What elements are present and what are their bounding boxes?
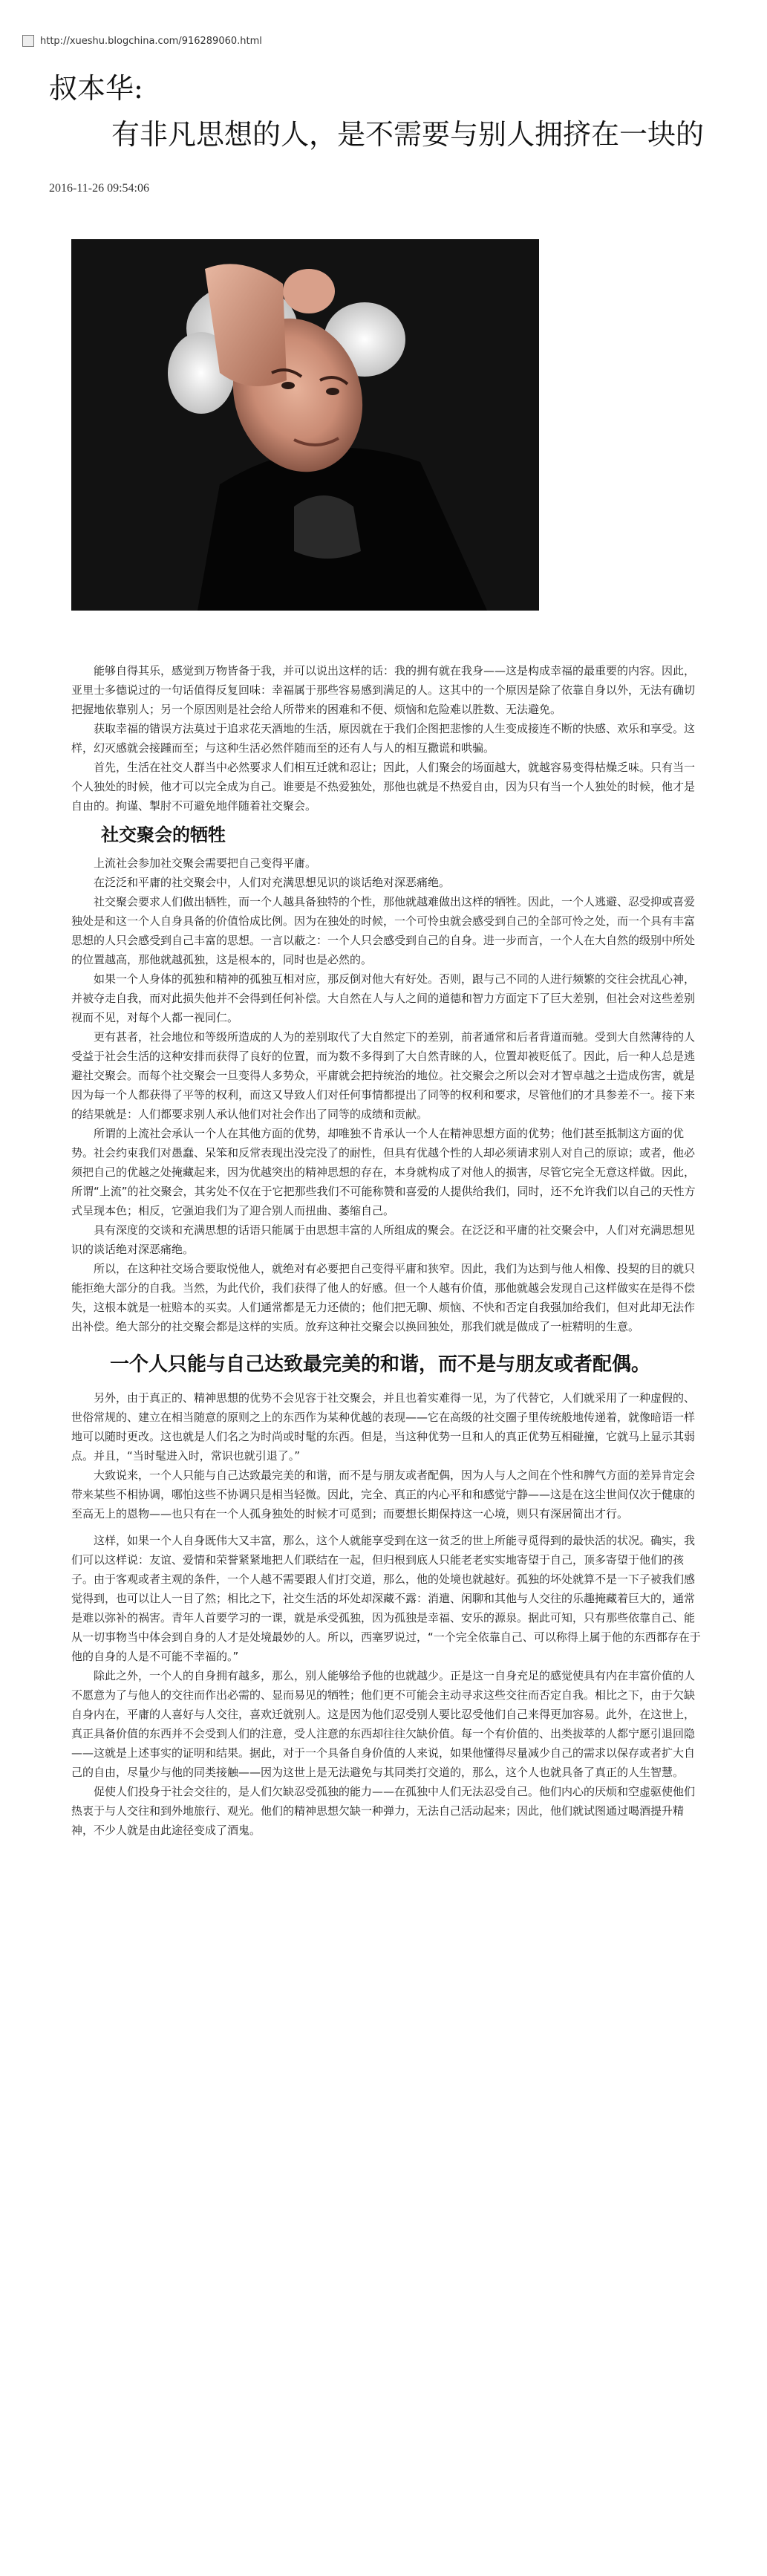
paragraph: 大致说来，一个人只能与自己达致最完美的和谐，而不是与朋友或者配偶，因为人与人之间在个性和脾气方面的差异肯定会带来某些不相协调，哪怕这些不协调只是相当轻微。因此，完全、真正的内心平和和感觉宁静——这是在这尘世间仅次于健康的至高无上的恩物——也只有在一个人孤身独处的时候才可觅到；而要想长期保持这一心境，则只有深居简出才行。 — [71, 1468, 696, 1520]
paragraph: 促使人们投身于社会交往的，是人们欠缺忍受孤独的能力——在孤独中人们无法忍受自己。他们内心的厌烦和空虚驱使他们热衷于与人交往和到外地旅行、观光。他们的精神思想欠缺一种弹力，无法自己活动起来；因此，他们就试图通过喝酒提升精神，不少人就是由此途径变成了酒鬼。 — [71, 1785, 696, 1837]
article-title-author: 叔本华: — [49, 72, 143, 105]
paragraph: 首先，生活在社交人群当中必然要求人们相互迁就和忍让；因此，人们聚会的场面越大，就越容易变得枯燥乏味。只有当一个人独处的时候，他才可以完全成为自己。谁要是不热爱独处，那他也就是不热爱自由，因为只有当一个人独处的时候，他才是自由的。拘谨、掣肘不可避免地伴随着社交聚会。 — [71, 761, 696, 813]
portrait-illustration — [71, 239, 539, 611]
article-timestamp: 2016-11-26 09:54:06 — [49, 182, 149, 195]
paragraph: 所以，在这种社交场合要取悦他人，就绝对有必要把自己变得平庸和狭窄。因此，我们为达到与他人相像、投契的目的就只能拒绝大部分的自我。当然，为此代价，我们获得了他人的好感。但一个人越有价值，那他就越会发现自己这样做实在是得不偿失，这根本就是一桩赔本的买卖。人们通常都是无力还债的；他们把无聊、烦恼、不快和否定自我强加给我们，但对此却无法作出补偿。绝大部分的社交聚会都是这样的实质。放弃这种社交聚会以换回独处，那我们就是做成了一桩精明的生意。 — [71, 1262, 696, 1333]
article-body — [71, 661, 702, 1840]
page-icon — [22, 35, 34, 47]
paragraph: 如果一个人身体的孤独和精神的孤独互相对应，那反倒对他大有好处。否则，跟与己不同的人进行频繁的交往会扰乱心神，并被夺走自我，而对此损失他并不会得到任何补偿。大自然在人与人之间的道德和智力方面定下了巨大差别，但社会对这些差别视而不见，对每个人都一视同仁。 — [71, 972, 696, 1024]
paragraph: 所谓的上流社会承认一个人在其他方面的优势，却唯独不肯承认一个人在精神思想方面的优势；他们甚至抵制这方面的优势。社会约束我们对愚蠢、呆笨和反常表现出没完没了的耐性，但具有优越个性的人却必须请求别人对自己的原谅；或者，他必须把自己的优越之处掩藏起来，因为优越突出的精神思想的存在，本身就构成了对他人的损害，尽管它完全无意这样做。因此，所谓“上流”的社交聚会，其劣处不仅在于它把那些我们不可能称赞和喜爱的人提供给我们，同时，还不允许我们以自己的天性方式呈现本色；相反，它强迫我们为了迎合别人而扭曲、萎缩自己。 — [71, 1127, 696, 1217]
paragraph: 具有深度的交谈和充满思想的话语只能属于由思想丰富的人所组成的聚会。在泛泛和平庸的社交聚会中，人们对充满思想见识的谈话绝对深恶痛绝。 — [71, 1223, 696, 1256]
section-heading: 一个人只能与自己达致最完美的和谐，而不是与朋友或者配偶。 — [110, 1353, 651, 1376]
section-heading: 社交聚会的牺牲 — [101, 824, 226, 845]
paragraph: 上流社会参加社交聚会需要把自己变得平庸。 — [94, 856, 317, 870]
paragraph: 社交聚会要求人们做出牺牲，而一个人越具备独特的个性，那他就越难做出这样的牺牲。因此，一个人逃避、忍受抑或喜爱独处是和这一个人自身具备的价值恰成比例。因为在独处的时候，一个可怜虫就会感受到自己的全部可怜之处，而一个具有丰富思想的人只会感受到自己丰富的思想。一言以蔽之：一个人只会感受到自己的自身。进一步而言，一个人在大自然的级别中所处的位置越高，那他就越孤独，这是根本的，同时也是必然的。 — [71, 895, 696, 966]
paragraph: 更有甚者，社会地位和等级所造成的人为的差别取代了大自然定下的差别，前者通常和后者背道而驰。受到大自然薄待的人受益于社会生活的这种安排而获得了良好的位置，而为数不多得到了大自然青睐的人，位置却被贬低了。因此，后一种人总是逃避社交聚会。而每个社交聚会一旦变得人多势众，平庸就会把持统治的地位。社交聚会之所以会对才智卓越之士造成伤害，就是因为每一个人都获得了平等的权利，而这又导致人们对任何事情都提出了同等的权利和要求，尽管他们的才具参差不一。接下来的结果就是：人们都要求别人承认他们对社会作出了同等的成绩和贡献。 — [71, 1030, 696, 1121]
url-text[interactable]: http://xueshu.blogchina.com/916289060.html — [40, 35, 262, 47]
paragraph: 获取幸福的错误方法莫过于追求花天酒地的生活，原因就在于我们企图把悲惨的人生变成接连不断的快感、欢乐和享受。这样，幻灭感就会接踵而至；与这种生活必然伴随而至的还有人与人的相互撒谎和哄骗。 — [71, 722, 696, 755]
paragraph: 除此之外，一个人的自身拥有越多，那么，别人能够给予他的也就越少。正是这一自身充足的感觉使具有内在丰富价值的人不愿意为了与他人的交往而作出必需的、显而易见的牺牲；他们更不可能会主动寻求这些交往而否定自我。相比之下，由于欠缺自身内在，平庸的人喜好与人交往，喜欢迁就别人。这是因为他们忍受别人要比忍受他们自己来得更加容易。此外，在这世上，真正具备价值的东西并不会受到人们的注意，受人注意的东西却往往欠缺价值。每一个有价值的、出类拔萃的人都宁愿引退回隐——这就是上述事实的证明和结果。据此，对于一个具备自身价值的人来说，如果他懂得尽量减少自己的需求以保存或者扩大自己的自由，尽量少与他的同类接触——因为这世上是无法避免与其同类打交道的，那么，这个人也就具备了真正的人生智慧。 — [71, 1669, 696, 1779]
article-title: 有非凡思想的人，是不需要与别人拥挤在一块的 — [111, 118, 705, 151]
paragraph: 这样，如果一个人自身既伟大又丰富，那么，这个人就能享受到在这一贫乏的世上所能寻觅得到的最快活的状况。确实，我们可以这样说：友谊、爱情和荣誉紧紧地把人们联结在一起，但归根到底人只能老老实实地寄望于自己，顶多寄望于他们的孩子。由于客观或者主观的条件，一个人越不需要跟人们打交道，那么，他的处境也就越好。孤独的坏处就算不是一下子被我们感觉得到，也可以让人一目了然；相比之下，社交生活的坏处却深藏不露：消遣、闲聊和其他与人交往的乐趣掩藏着巨大的，通常是难以弥补的祸害。青年人首要学习的一课，就是承受孤独，因为孤独是幸福、安乐的源泉。据此可知，只有那些依靠自己、能从一切事物当中体会到自身的人才是处境最妙的人。所以，西塞罗说过，“一个完全依靠自己、可以称得上属于他的东西都存在于他的自身的人是不可能不幸福的。” — [71, 1534, 701, 1663]
paragraph: 在泛泛和平庸的社交聚会中，人们对充满思想见识的谈话绝对深恶痛绝。 — [94, 876, 451, 889]
paragraph: 能够自得其乐，感觉到万物皆备于我，并可以说出这样的话：我的拥有就在我身——这是构成幸福的最重要的内容。因此，亚里士多德说过的一句话值得反复回味：幸福属于那些容易感到满足的人。这其中的一个原因是除了依靠自身以外，无法有确切把握地依靠别人；另一个原因则是社会给人所带来的困难和不便、烦恼和危险难以胜数、无法避免。 — [71, 664, 696, 716]
portrait-image — [71, 239, 539, 611]
url-bar[interactable] — [22, 31, 262, 51]
paragraph: 另外，由于真正的、精神思想的优势不会见容于社交聚会，并且也着实难得一见，为了代替它，人们就采用了一种虚假的、世俗常规的、建立在相当随意的原则之上的东西作为某种优越的表现——它在高级的社交圈子里传统般地传递着，就像暗语一样地可以随时更改。这也就是人们名之为时尚或时髦的东西。但是，当这种优势一旦和人的真正优势互相碰撞，它就马上显示其弱点。并且，“当时髦进入时，常识也就引退了。” — [71, 1391, 696, 1463]
